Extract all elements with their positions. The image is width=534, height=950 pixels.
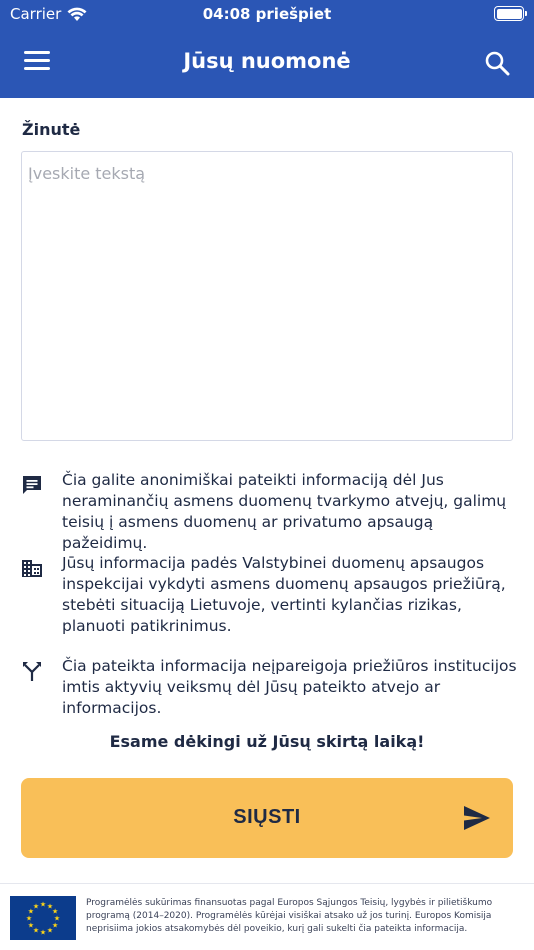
eu-star: ★	[39, 900, 47, 909]
eu-star: ★	[46, 902, 54, 911]
battery-icon	[494, 6, 524, 21]
page-title: Jūsų nuomonė	[183, 49, 351, 73]
send-button-label: SIŲSTI	[233, 806, 301, 828]
info-item-anonymous	[20, 470, 520, 554]
carrier-label: Carrier	[10, 5, 62, 23]
info-text: Jūsų informacija padės Valstybinei duomenų apsaugos inspekcijai vykdyti asmens duomenų apsaugos priežiūrą, stebėti situaciją Lietuvoje, vertinti kylančias rizikas, planuoti patikrinimus.	[62, 554, 506, 635]
eu-star: ★	[32, 902, 40, 911]
eu-star: ★	[27, 907, 35, 916]
eu-star: ★	[25, 914, 33, 923]
footer	[0, 883, 534, 950]
eu-flag-icon	[10, 896, 76, 940]
eu-star: ★	[51, 907, 59, 916]
merge-icon	[20, 659, 44, 683]
thanks-message: Esame dėkingi už Jūsų skirtą laiką!	[109, 732, 425, 751]
nav-bar	[0, 40, 534, 86]
message-label: Žinutė	[22, 120, 81, 139]
send-button[interactable]	[21, 778, 513, 858]
status-time: 04:08 priešpiet	[202, 5, 332, 23]
search-icon[interactable]	[484, 50, 510, 76]
eu-star: ★	[27, 921, 35, 930]
app-header	[0, 0, 534, 98]
eu-star: ★	[32, 926, 40, 935]
footer-disclaimer: Programėlės sukūrimas finansuotas pagal Europos Sąjungos Teisių, lygybės ir pilietiškumo programą (2014–2020). Programėlės kūrėjai visiškai atsako už jos turinį. Europos Komisija neprisiima jokios atsakomybės dėl poveikio, kurį gali sukelti čia pateikta informacija.	[86, 898, 493, 934]
info-item-obligation	[20, 656, 520, 719]
info-text: Čia pateikta informacija neįpareigoja priežiūros institucijos imtis aktyvių veiksmų dėl Jūsų pateikto atvejo ar informacijos.	[62, 657, 517, 717]
eu-star: ★	[46, 926, 54, 935]
message-icon	[20, 473, 44, 497]
info-item-inspection	[20, 553, 520, 637]
building-icon	[20, 556, 44, 580]
eu-star: ★	[53, 914, 61, 923]
send-icon	[463, 805, 491, 831]
message-input[interactable]	[21, 151, 513, 441]
eu-star: ★	[39, 928, 47, 937]
status-bar	[0, 0, 534, 30]
info-text: Čia galite anonimiškai pateikti informaciją dėl Jus neraminančių asmens duomenų tvarkymo atvejų, galimų teisių į asmens duomenų ar privatumo apsaugą pažeidimų.	[62, 471, 507, 552]
eu-star: ★	[51, 921, 59, 930]
